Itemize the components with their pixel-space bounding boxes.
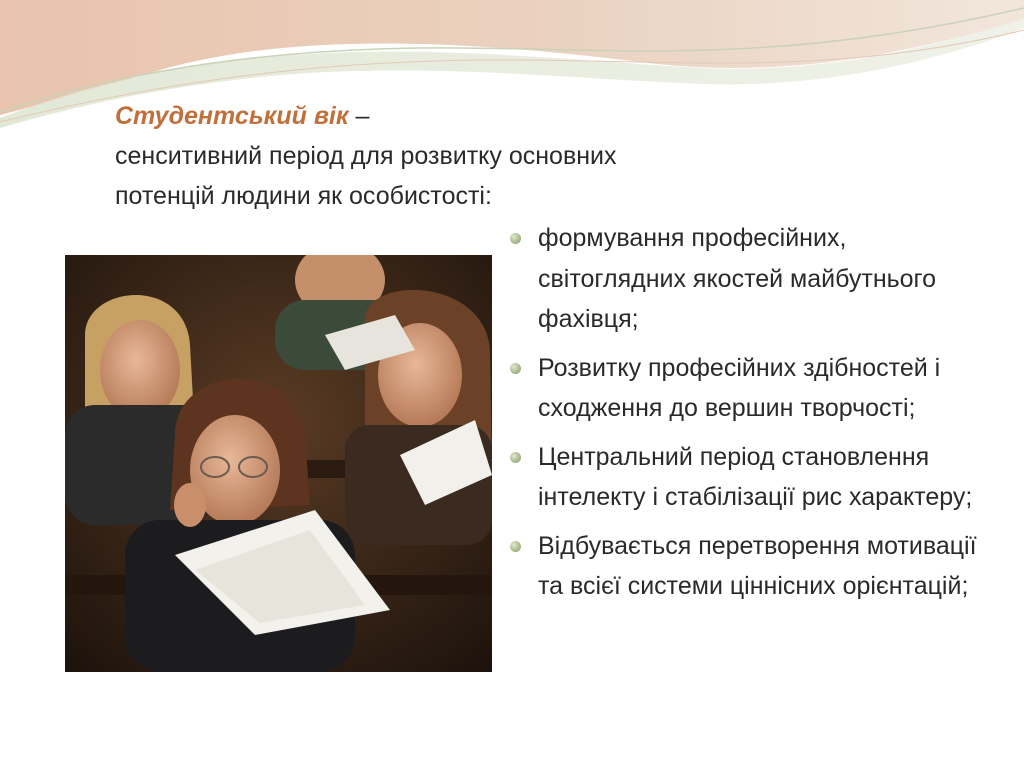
- bullet-text: формування професійних, світоглядних якостей майбутнього фахівця;: [538, 224, 937, 333]
- bullet-list: [508, 218, 978, 615]
- bullet-dot-icon: [510, 233, 521, 244]
- bullet-dot-icon: [510, 452, 521, 463]
- students-photo: [65, 255, 492, 672]
- heading-rest: сенситивний період для розвитку основних потенцій людини як особистості:: [115, 142, 617, 210]
- heading-accent: Студентський вік: [115, 102, 349, 130]
- slide-heading: [115, 96, 635, 216]
- list-item: [508, 348, 978, 429]
- bullet-dot-icon: [510, 541, 521, 552]
- bullet-text: Відбувається перетворення мотивації та всієї системи ціннісних орієнтацій;: [538, 531, 977, 600]
- list-item: [508, 526, 978, 607]
- bullet-dot-icon: [510, 363, 521, 374]
- list-item: [508, 437, 978, 518]
- heading-dash: –: [348, 102, 370, 130]
- bullet-text: Центральний період становлення інтелекту і стабілізації рис характеру;: [538, 442, 973, 511]
- bullet-text: Розвитку професійних здібностей і сходження до вершин творчості;: [538, 353, 941, 422]
- list-item: [508, 218, 978, 340]
